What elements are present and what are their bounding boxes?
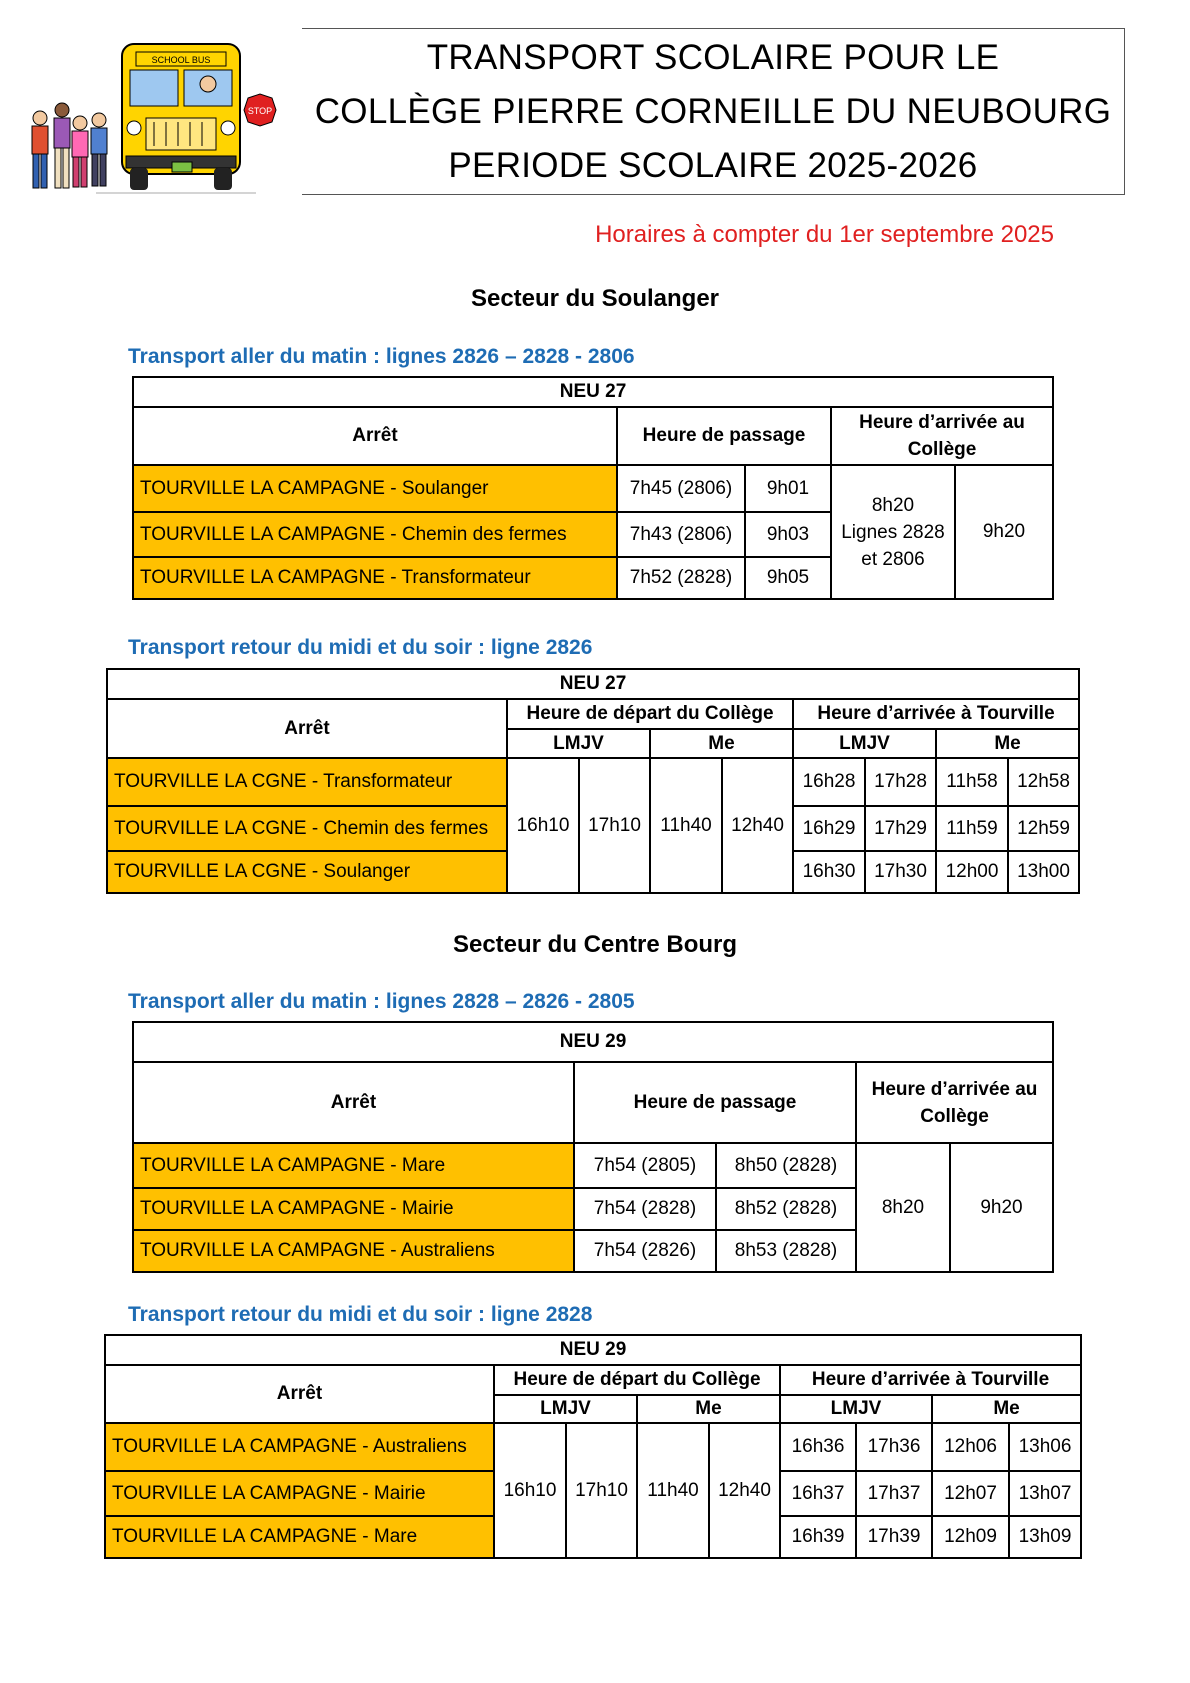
title-line-1: TRANSPORT SCOLAIRE POUR LE <box>426 37 1000 77</box>
svg-text:STOP: STOP <box>247 106 273 116</box>
arrival-time: 11h58 <box>936 758 1008 806</box>
depart-time: 17h10 <box>579 758 650 893</box>
arrival-time-2: 9h20 <box>955 465 1053 599</box>
col-pass-header: Heure de passage <box>574 1062 856 1143</box>
sub-me-arrival: Me <box>932 1395 1081 1423</box>
pass-time: 9h01 <box>745 465 831 512</box>
depart-time: 11h40 <box>637 1423 709 1558</box>
pass-time: 8h50 (2828) <box>716 1143 856 1188</box>
table-code: NEU 29 <box>105 1335 1081 1365</box>
stop-name: TOURVILLE LA CAMPAGNE - Australiens <box>105 1423 494 1471</box>
col-stop-header: Arrêt <box>133 407 617 465</box>
sub-lmjv-depart: LMJV <box>494 1395 637 1423</box>
arrival-time: 12h06 <box>932 1423 1009 1471</box>
sub-lmjv-arrival: LMJV <box>780 1395 932 1423</box>
bus <box>122 44 240 190</box>
arrival-time: 13h00 <box>1008 851 1079 893</box>
title-line-2: COLLÈGE PIERRE CORNEILLE DU NEUBOURG <box>314 91 1112 131</box>
pass-time: 7h54 (2805) <box>574 1143 716 1188</box>
sector-title-soulanger: Secteur du Soulanger <box>470 285 720 312</box>
col-stop-header: Arrêt <box>105 1365 494 1423</box>
pass-time: 8h53 (2828) <box>716 1230 856 1272</box>
col-arrival-header: Heure d’arrivée au Collège <box>856 1062 1053 1143</box>
section-title-return-soulanger: Transport retour du midi et du soir : ligne 2826 <box>128 636 593 659</box>
arrival-time-2: 9h20 <box>950 1143 1053 1272</box>
arrival-time: 13h06 <box>1009 1423 1081 1471</box>
pass-time: 7h52 (2828) <box>617 557 745 599</box>
pass-time: 7h54 (2828) <box>574 1188 716 1230</box>
table-code: NEU 29 <box>133 1022 1053 1062</box>
arrival-time: 16h30 <box>793 851 865 893</box>
stop-name: TOURVILLE LA CAMPAGNE - Australiens <box>133 1230 574 1272</box>
section-title-return-centre-bourg: Transport retour du midi et du soir : ligne 2828 <box>128 1303 593 1326</box>
arrival-time-1: 8h20 Lignes 2828 et 2806 <box>831 465 955 599</box>
arrival-time: 17h28 <box>865 758 936 806</box>
table-row <box>105 1423 1081 1471</box>
depart-time: 16h10 <box>494 1423 566 1558</box>
col-depart-header: Heure de départ du Collège <box>494 1365 780 1395</box>
arrival-time: 17h36 <box>856 1423 932 1471</box>
morning-table-centre-bourg <box>132 1021 1054 1273</box>
sub-me-depart: Me <box>650 729 793 758</box>
arrival-time: 17h30 <box>865 851 936 893</box>
sub-me-arrival: Me <box>936 729 1079 758</box>
col-arrival-header: Heure d’arrivée à Tourville <box>793 699 1079 729</box>
arrival-time: 12h07 <box>932 1471 1009 1516</box>
arrival-time: 11h59 <box>936 806 1008 851</box>
sub-lmjv-depart: LMJV <box>507 729 650 758</box>
schedule-date: Horaires à compter du 1er septembre 2025 <box>595 221 1054 248</box>
table-code: NEU 27 <box>133 377 1053 407</box>
arrival-time: 16h39 <box>780 1516 856 1558</box>
col-pass-header: Heure de passage <box>617 407 831 465</box>
section-title-morning-centre-bourg: Transport aller du matin : lignes 2828 – 2826 - 2805 <box>128 990 635 1013</box>
stop-name: TOURVILLE LA CAMPAGNE - Mairie <box>133 1188 574 1230</box>
stop-name: TOURVILLE LA CGNE - Chemin des fermes <box>107 806 507 851</box>
return-table-centre-bourg <box>104 1334 1082 1559</box>
table-row <box>133 465 1053 512</box>
col-stop-header: Arrêt <box>133 1062 574 1143</box>
title-box <box>302 28 1125 195</box>
arrival-time: 13h07 <box>1009 1471 1081 1516</box>
col-arrival-header: Heure d’arrivée à Tourville <box>780 1365 1081 1395</box>
arrival-time: 17h37 <box>856 1471 932 1516</box>
stop-name: TOURVILLE LA CGNE - Transformateur <box>107 758 507 806</box>
stop-name: TOURVILLE LA CGNE - Soulanger <box>107 851 507 893</box>
pass-time: 9h03 <box>745 512 831 557</box>
stop-name: TOURVILLE LA CAMPAGNE - Chemin des fermes <box>133 512 617 557</box>
arrival-time: 12h58 <box>1008 758 1079 806</box>
school-bus-illustration <box>26 38 288 208</box>
arrival-time: 16h28 <box>793 758 865 806</box>
morning-table-soulanger <box>132 376 1054 600</box>
stop-name: TOURVILLE LA CAMPAGNE - Soulanger <box>133 465 617 512</box>
pass-time: 9h05 <box>745 557 831 599</box>
arrival-time: 12h00 <box>936 851 1008 893</box>
return-table-soulanger <box>106 668 1080 894</box>
stop-name: TOURVILLE LA CAMPAGNE - Mare <box>133 1143 574 1188</box>
sector-title-centre-bourg: Secteur du Centre Bourg <box>452 931 738 958</box>
pass-time: 8h52 (2828) <box>716 1188 856 1230</box>
stop-name: TOURVILLE LA CAMPAGNE - Mare <box>105 1516 494 1558</box>
depart-time: 11h40 <box>650 758 722 893</box>
sub-me-depart: Me <box>637 1395 780 1423</box>
arrival-time: 16h37 <box>780 1471 856 1516</box>
depart-time: 12h40 <box>709 1423 780 1558</box>
pass-time: 7h45 (2806) <box>617 465 745 512</box>
arrival-time: 16h36 <box>780 1423 856 1471</box>
col-depart-header: Heure de départ du Collège <box>507 699 793 729</box>
table-row <box>107 758 1079 806</box>
sub-lmjv-arrival: LMJV <box>793 729 936 758</box>
arrival-time: 17h29 <box>865 806 936 851</box>
stop-sign-icon <box>244 94 276 126</box>
arrival-time-1: 8h20 <box>856 1143 950 1272</box>
title-line-3: PERIODE SCOLAIRE 2025-2026 <box>448 145 978 185</box>
depart-time: 17h10 <box>566 1423 637 1558</box>
depart-time: 16h10 <box>507 758 579 893</box>
section-title-morning-soulanger: Transport aller du matin : lignes 2826 – 2828 - 2806 <box>128 345 635 368</box>
arrival-time: 12h59 <box>1008 806 1079 851</box>
arrival-time: 12h09 <box>932 1516 1009 1558</box>
stop-name: TOURVILLE LA CAMPAGNE - Transformateur <box>133 557 617 599</box>
arrival-time: 16h29 <box>793 806 865 851</box>
pass-time: 7h54 (2826) <box>574 1230 716 1272</box>
pass-time: 7h43 (2806) <box>617 512 745 557</box>
arrival-time: 17h39 <box>856 1516 932 1558</box>
children-figures <box>32 103 107 188</box>
table-row <box>133 1143 1053 1188</box>
col-arrival-header: Heure d’arrivée au Collège <box>831 407 1053 465</box>
arrival-time: 13h09 <box>1009 1516 1081 1558</box>
svg-text:SCHOOL BUS: SCHOOL BUS <box>151 55 211 65</box>
col-stop-header: Arrêt <box>107 699 507 758</box>
stop-name: TOURVILLE LA CAMPAGNE - Mairie <box>105 1471 494 1516</box>
depart-time: 12h40 <box>722 758 793 893</box>
table-code: NEU 27 <box>107 669 1079 699</box>
